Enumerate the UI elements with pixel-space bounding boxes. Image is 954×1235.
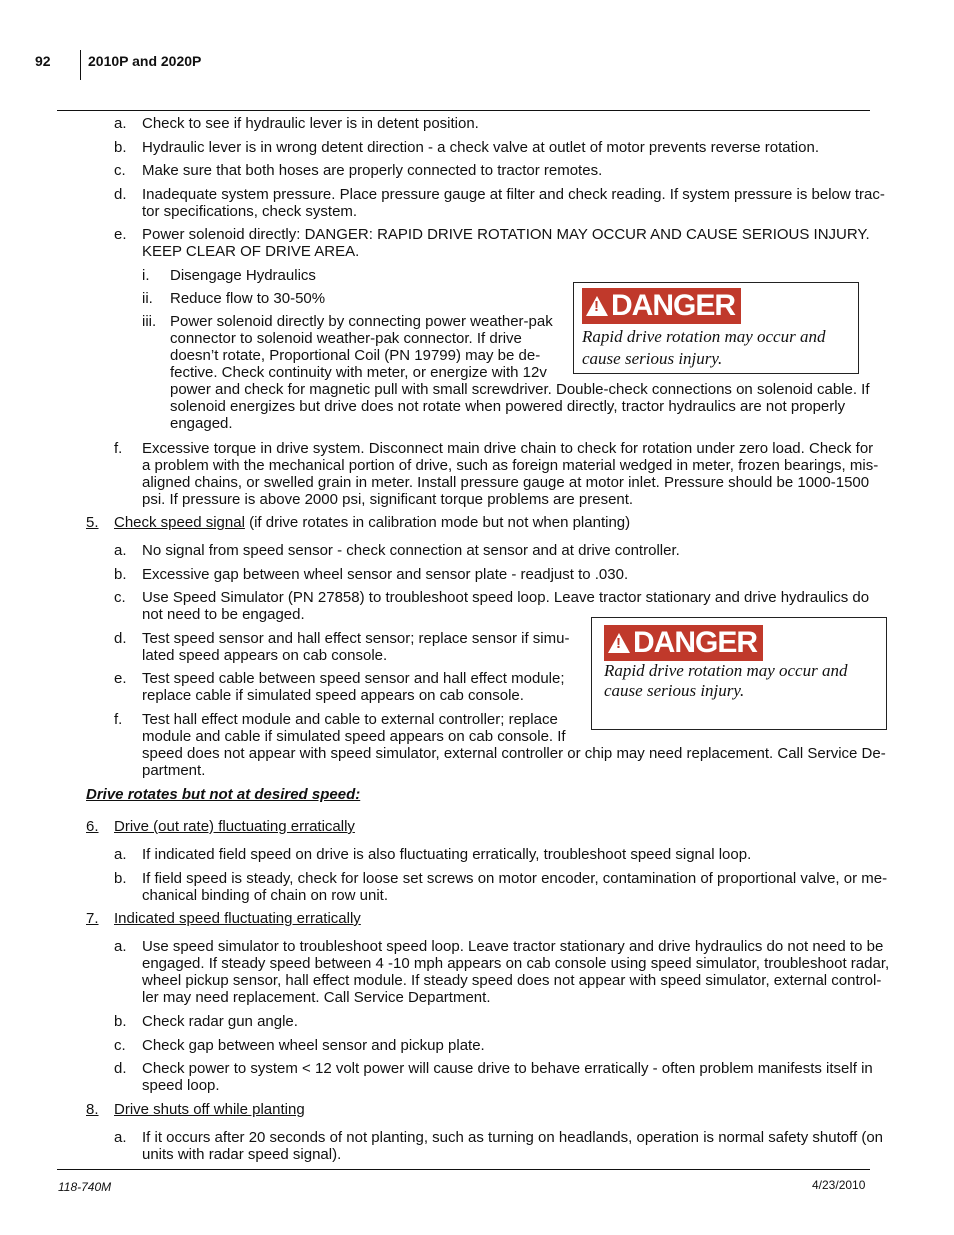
warning-icon [586,296,608,316]
danger-badge: ! DANGER [604,625,763,661]
subitem-text: Power solenoid directly by connecting power weather-pak connector to solenoid weather-pak connector. If drive doesn’t rotate, Proportional Coil (PN 19799) may be de- fective. Check continuity with meter, or energize with 12v power and check for magnetic pull with small screwdriver. Double-check connections on solenoid cable. If solenoid energizes but drive does not rotate when powered directly, tractor hydraulics are not properly engaged. [170,313,870,432]
subitem-text: Reduce flow to 30-50% [170,290,326,307]
item-label: d. [114,186,127,203]
subitem-label: i. [142,267,150,284]
document-number: 118-740M [58,1180,112,1194]
item-text: Check power to system < 12 volt power will cause drive to behave erratically - often problem manifests itself in speed loop. [142,1060,873,1094]
item-label: f. [114,711,123,728]
item-text: Check gap between wheel sensor and pickup plate. [142,1037,485,1054]
subitem-text: Disengage Hydraulics [170,267,316,284]
item-label: b. [114,1013,127,1030]
subitem-label: iii. [142,313,157,330]
danger-box [573,282,859,374]
header-divider [80,50,81,80]
subitem-label: ii. [142,290,153,307]
item-label: a. [114,115,127,132]
danger-message: Rapid drive rotation may occur and cause serious injury. [604,661,848,700]
header-rule [57,110,870,111]
step-heading: Drive shuts off while planting [114,1101,305,1118]
item-text: Use speed simulator to troubleshoot speed loop. Leave tractor stationary and drive hydraulics do not need to be engaged. If steady speed between 4 -10 mph appears on cab console using speed simulator, troubleshoot radar, wheel pickup sensor, hall effect module. If steady speed does not appear with speed simulator, external control- ler may need replacement. Call Service Department. [142,938,890,1006]
item-label: d. [114,1060,127,1077]
footer-rule [57,1169,870,1170]
item-label: c. [114,162,126,179]
page-number: 92 [35,53,51,69]
document-date: 4/23/2010 [812,1178,866,1192]
step-number: 8. [86,1101,99,1118]
item-text: Check radar gun angle. [142,1013,298,1030]
page-title: 2010P and 2020P [88,53,202,69]
step-heading: Drive (out rate) fluctuating erratically [114,818,355,835]
section-heading: Drive rotates but not at desired speed: [86,786,361,803]
item-text: If indicated field speed on drive is also fluctuating erratically, troubleshoot speed signal loop. [142,846,752,863]
item-text: Excessive torque in drive system. Disconnect main drive chain to check for rotation under zero load. Check for a problem with the mechanical portion of drive, such as foreign material wedged in meter, frozen bearings, mis- aligned chains, or swelled grain in meter. Install pressure gauge at motor inlet. Pressure should be 1000-1500 psi. If pressure is above 2000 psi, significant torque problems are present. [142,440,879,508]
item-label: e. [114,226,127,243]
item-text: Make sure that both hoses are properly connected to tractor remotes. [142,162,603,179]
item-label: a. [114,1129,127,1146]
danger-badge: ! DANGER [582,288,741,324]
item-text: Inadequate system pressure. Place pressure gauge at filter and check reading. If system pressure is below trac- tor specifications, check system. [142,186,885,220]
item-text: Power solenoid directly: DANGER: RAPID DRIVE ROTATION MAY OCCUR AND CAUSE SERIOUS INJURY. KEEP CLEAR OF DRIVE AREA. [142,226,870,260]
item-text: Use Speed Simulator (PN 27858) to troubleshoot speed loop. Leave tractor stationary and drive hydraulics do not need to be engaged. [142,589,870,623]
item-text: If it occurs after 20 seconds of not planting, such as turning on headlands, operation is normal safety shutoff (on units with radar speed signal). [142,1129,883,1163]
item-text: Check to see if hydraulic lever is in detent position. [142,115,479,132]
item-text: Test speed cable between speed sensor and hall effect module; replace cable if simulated speed appears on cab console. [142,670,565,704]
item-text: Test speed sensor and hall effect sensor; replace sensor if simu- lated speed appears on cab console. [142,630,570,664]
item-label: e. [114,670,127,687]
step-number: 6. [86,818,99,835]
item-text: If field speed is steady, check for loose set screws on motor encoder, contamination of proportional valve, or me- chanical binding of chain on row unit. [142,870,888,904]
item-label: c. [114,1037,126,1054]
item-label: a. [114,846,127,863]
step-number: 5. [86,514,99,531]
item-text: Test hall effect module and cable to external controller; replace module and cable if simulated speed appears on cab console. If speed does not appear with speed simulator, external controller or chip may need replacement. Call Service De- partment. [142,711,886,779]
item-text: No signal from speed sensor - check connection at sensor and at drive controller. [142,542,680,559]
item-label: f. [114,440,123,457]
item-label: b. [114,870,127,887]
item-label: b. [114,139,127,156]
step-heading: Indicated speed fluctuating erratically [114,910,361,927]
item-text: Hydraulic lever is in wrong detent direction - a check valve at outlet of motor prevents reverse rotation. [142,139,819,156]
item-label: a. [114,938,127,955]
step-number: 7. [86,910,99,927]
danger-message: Rapid drive rotation may occur and cause serious injury. [582,327,826,368]
item-label: c. [114,589,126,606]
item-label: b. [114,566,127,583]
warning-icon [608,633,630,653]
step-heading: Check speed signal (if drive rotates in calibration mode but not when planting) [114,514,631,531]
item-label: d. [114,630,127,647]
item-text: Excessive gap between wheel sensor and sensor plate - readjust to .030. [142,566,629,583]
item-label: a. [114,542,127,559]
